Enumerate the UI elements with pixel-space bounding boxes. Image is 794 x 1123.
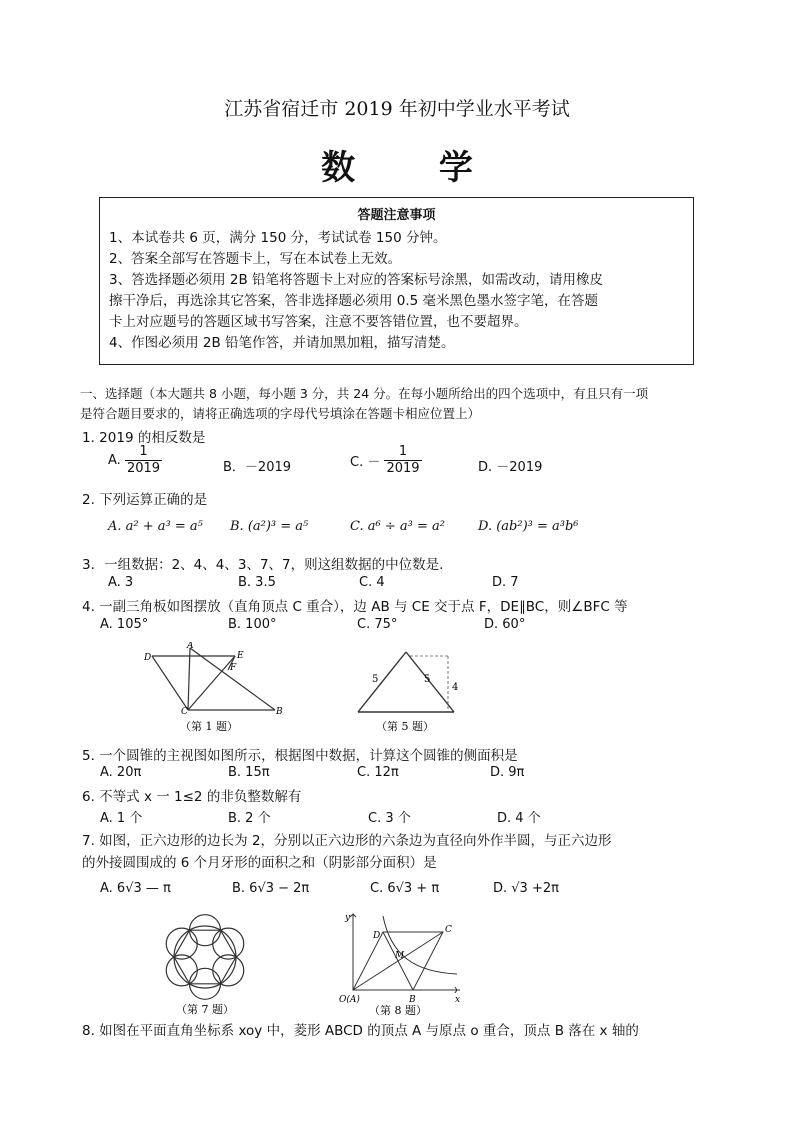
q5-option-c: C. 12π — [357, 765, 399, 780]
notice-heading: 答题注意事项 — [357, 208, 436, 223]
q2-option-b: B. (a²)³ = a⁵ — [230, 519, 309, 534]
q7-stem-line-2: 的外接圆围成的 6 个月牙形的面积之和（阴影部分面积）是 — [82, 855, 437, 871]
fig1-label-c: C — [181, 707, 188, 717]
q5-option-d: D. 9π — [490, 765, 525, 780]
q6-option-c: C. 3 个 — [368, 811, 411, 826]
q4-option-a: A. 105° — [100, 617, 149, 632]
q1-a-numerator: 1 — [125, 444, 162, 461]
q6-option-a: A. 1 个 — [100, 811, 143, 826]
q6-stem: 6. 不等式 x 一 1≤2 的非负整数解有 — [82, 789, 302, 805]
q5-stem: 5. 一个圆锥的主视图如图所示，根据图中数据，计算这个圆锥的侧面积是 — [82, 748, 518, 764]
q7-option-d: D. √3 +2π — [493, 881, 559, 896]
q1-a-denominator: 2019 — [126, 461, 161, 476]
fig1-label-f: F — [230, 663, 237, 673]
notice-line: 3、答选择题必须用 2B 铅笔将答题卡上对应的答案标号涂黑，如需改动，请用橡皮 — [109, 272, 604, 288]
q4-option-c: C. 75° — [357, 617, 398, 632]
notice-line: 2、答案全部写在答题卡上，写在本试卷上无效。 — [109, 251, 402, 267]
q1-option-a — [108, 444, 162, 477]
q7-option-a: A. 6√3 — π — [100, 881, 171, 896]
fig8-label-c: C — [445, 925, 452, 935]
q1-option-d: D. －2019 — [478, 460, 543, 475]
fig7-caption: （第 7 题） — [176, 1003, 234, 1016]
q2-stem: 2. 下列运算正确的是 — [82, 492, 208, 508]
fig8-label-o: O(A) — [339, 995, 360, 1005]
figure-7-hexagon-moons — [158, 910, 258, 1016]
q5-option-b: B. 15π — [228, 765, 270, 780]
q2-option-a: A. a² + a³ = a⁵ — [108, 519, 203, 534]
fig5-slant-left-label: 5 — [372, 674, 379, 685]
q2-option-c: C. a⁶ ÷ a³ = a² — [350, 519, 445, 534]
fig5-slant-right-label: 5 — [424, 674, 431, 685]
q7-option-c: C. 6√3 + π — [370, 881, 440, 896]
q8-stem: 8. 如图在平面直角坐标系 xoy 中，菱形 ABCD 的顶点 A 与原点 o 重合，顶点 B 落在 x 轴的 — [82, 1023, 639, 1039]
q4-option-b: B. 100° — [228, 617, 277, 632]
q3-option-a: A. 3 — [108, 575, 134, 590]
notice-line: 1、本试卷共 6 页，满分 150 分，考试试卷 150 分钟。 — [109, 230, 447, 246]
q6-option-d: D. 4 个 — [497, 811, 541, 826]
section-instructions-2: 是符合题目要求的，请将正确选项的字母代号填涂在答题卡相应位置上） — [80, 406, 481, 421]
figure-1-triangles — [140, 642, 290, 737]
subject-title: 数 学 — [321, 148, 509, 188]
fig1-label-e: E — [237, 651, 244, 661]
q1-c-fraction — [384, 444, 421, 477]
fig5-height-label: 4 — [452, 682, 459, 693]
exam-title: 江苏省宿迁市 2019 年初中学业水平考试 — [224, 98, 570, 120]
fig8-label-b: B — [409, 995, 416, 1005]
notice-line: 4、作图必须用 2B 铅笔作答，并请加黑加粗，描写清楚。 — [109, 335, 455, 351]
q2-option-d: D. (ab²)³ = a³b⁶ — [478, 519, 579, 534]
notice-line: 卡上对应题号的答题区域书写答案，注意不要答错位置，也不要超界。 — [109, 314, 528, 330]
q3-option-b: B. 3.5 — [238, 575, 276, 590]
q3-option-c: C. 4 — [359, 575, 385, 590]
q1-a-label: A. — [108, 453, 121, 468]
q1-a-fraction — [125, 444, 162, 477]
fig1-label-a: A — [187, 642, 194, 651]
fig5-caption: （第 5 题） — [376, 720, 434, 733]
q3-option-d: D. 7 — [492, 575, 519, 590]
q1-option-b: B．－2019 — [223, 460, 292, 475]
fig8-label-x: x — [455, 995, 461, 1005]
q4-option-d: D. 60° — [484, 617, 526, 632]
fig8-label-y: y — [345, 913, 351, 923]
q3-stem: 3．一组数据：2、4、4、3、7、7，则这组数据的中位数是. — [82, 557, 444, 573]
fig8-label-d: D — [373, 931, 381, 941]
q7-stem-line-1: 7. 如图，正六边形的边长为 2，分别以正六边形的六条边为直径向外作半圆，与正六边形 — [82, 833, 612, 849]
q1-c-numerator: 1 — [384, 444, 421, 461]
q1-option-c — [350, 444, 422, 477]
fig8-caption: （第 8 题） — [369, 1004, 427, 1016]
fig8-label-m: M — [395, 951, 405, 961]
section-instructions-1: 一、选择题（本大题共 8 小题，每小题 3 分，共 24 分。在每小题所给出的四个选项中，有且只有一项 — [80, 386, 649, 401]
q6-option-b: B. 2 个 — [228, 811, 271, 826]
notice-line: 擦干净后，再选涂其它答案，答非选择题必须用 0.5 毫米黑色墨水签字笔，在答题 — [109, 293, 599, 309]
notice-box — [99, 197, 694, 365]
fig1-caption: （第 1 题） — [180, 720, 238, 733]
q1-c-label: C. － — [350, 455, 381, 470]
figure-5-cone-view — [348, 642, 468, 737]
q7-option-b: B. 6√3 − 2π — [232, 881, 310, 896]
figure-8-rhombus-coordinate — [335, 910, 465, 1016]
q4-stem: 4. 一副三角板如图摆放（直角顶点 C 重合），边 AB 与 CE 交于点 F，DE∥BC，则∠BFC 等 — [82, 599, 628, 615]
q5-option-a: A. 20π — [100, 765, 142, 780]
fig1-label-d: D — [144, 653, 152, 663]
q1-c-denominator: 2019 — [386, 461, 420, 476]
q1-stem: 1. 2019 的相反数是 — [82, 430, 206, 446]
fig1-label-b: B — [276, 707, 283, 717]
